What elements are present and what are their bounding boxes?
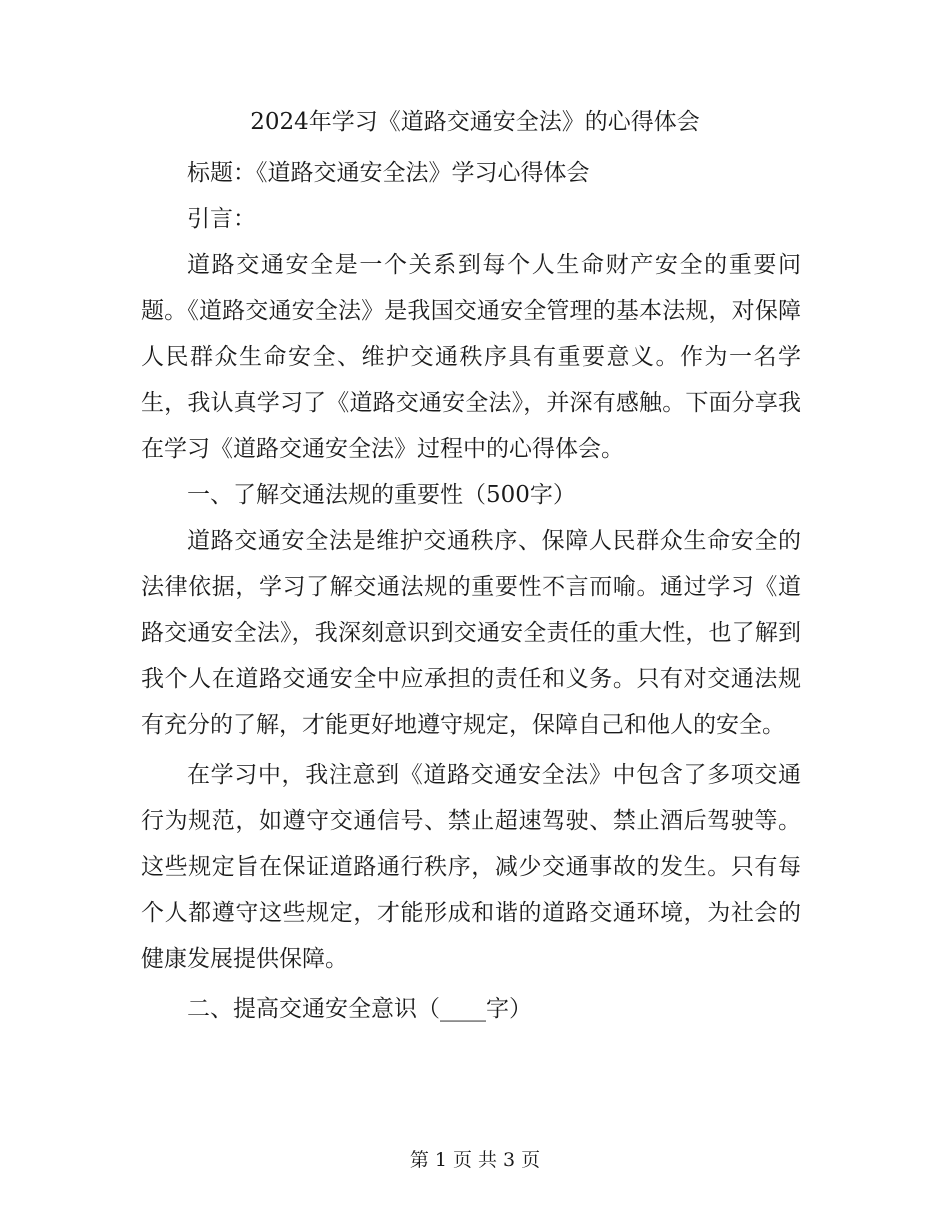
section-heading-2: 二、提高交通安全意识（____字）	[187, 996, 532, 1022]
intro-paragraph: 道路交通安全是一个关系到每个人生命财产安全的重要问题。《道路交通安全法》是我国交通安全管理的基本法规，对保障人民群众生命安全、维护交通秩序具有重要意义。作为一名学生，我认真学习了《道路交通安全法》，并深有感触。下面分享我在学习《道路交通安全法》过程中的心得体会。	[141, 252, 801, 462]
page-indicator: 第 1 页 共 3 页	[409, 1149, 541, 1171]
document-title: 2024年学习《道路交通安全法》的心得体会	[250, 109, 700, 135]
section-1-paragraph-2: 在学习中，我注意到《道路交通安全法》中包含了多项交通行为规范，如遵守交通信号、禁止超速驾驶、禁止酒后驾驶等。这些规定旨在保证道路通行秩序，减少交通事故的发生。只有每个人都遵守这些规定，才能形成和谐的道路交通环境，为社会的健康发展提供保障。	[141, 762, 801, 972]
document-body	[141, 150, 801, 1032]
intro-heading: 引言：	[187, 206, 256, 232]
subtitle-line: 标题：《道路交通安全法》学习心得体会	[187, 160, 590, 186]
section-heading-1: 一、了解交通法规的重要性（500字）	[187, 482, 576, 508]
section-1-paragraph-1: 道路交通安全法是维护交通秩序、保障人民群众生命安全的法律依据，学习了解交通法规的重要性不言而喻。通过学习《道路交通安全法》，我深刻意识到交通安全责任的重大性，也了解到我个人在道路交通安全中应承担的责任和义务。只有对交通法规有充分的了解，才能更好地遵守规定，保障自己和他人的安全。	[141, 528, 801, 738]
